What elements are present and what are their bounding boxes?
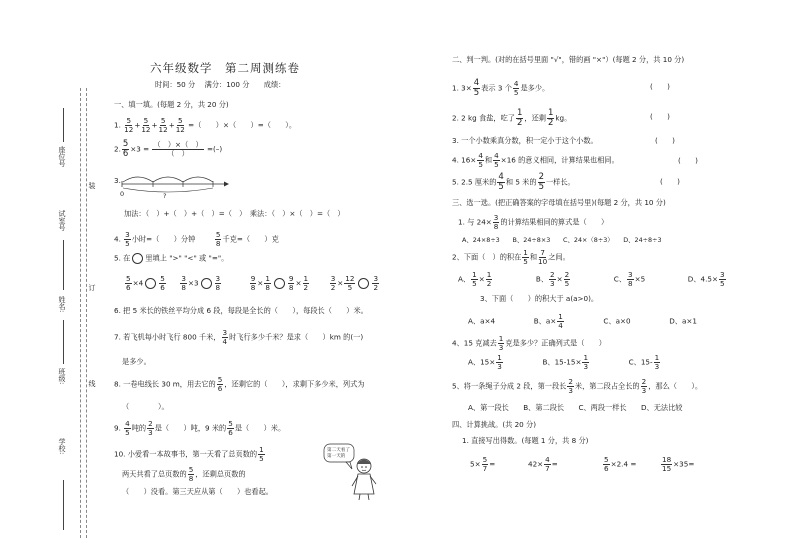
q-number: 5. — [114, 253, 121, 263]
fraction: $\frac{1}{2}$ — [303, 274, 309, 292]
s2-q2-answer-paren[interactable]: ( ) — [650, 112, 670, 121]
binding-exam-no-label: 试室号 — [58, 210, 66, 231]
fraction: $\frac{5}{12}$ — [158, 116, 168, 134]
q2-eq-text: =(–) — [206, 144, 223, 154]
compare-circle-icon[interactable] — [358, 278, 369, 289]
s1-question-10: 10. 小爱看一本故事书，第一天看了总页数的 $\frac{1}{5}$ — [114, 445, 264, 463]
s2-q4-answer-paren[interactable]: ( ) — [678, 156, 698, 165]
fraction: $\frac{4}{7}$ — [545, 455, 550, 473]
s3-question-4: 4、15 克减去 $\frac{1}{3}$ 克是多少？正确列式是（ ） — [452, 334, 606, 352]
number-line-zero: 0 — [120, 190, 125, 198]
q-number: 9. — [114, 423, 121, 433]
q-number: 2. — [114, 144, 121, 154]
fraction: $\frac{1}{5}$ — [523, 248, 528, 266]
binding-mark-xian: 线 — [88, 380, 96, 387]
s3-question-3-options: A、a×4 B、a× $\frac{1}{4}$ C、a×0 D、a×1 — [468, 312, 697, 330]
s1-question-6: 6. 把 5 米长的铁丝平均分成 6 段，每段是全长的（ ），每段长（ ）米。 — [114, 306, 368, 315]
binding-class-label: 班级: — [58, 368, 66, 385]
compare-circle-icon — [132, 253, 143, 264]
speech-bubble-text: 第二天看了第一天的 — [327, 448, 350, 459]
fraction: $\frac{3}{5}$ — [719, 270, 725, 288]
s3-question-5-options: A、第一段长 B、第二段长 C、两段一样长 D、无法比较 — [468, 403, 683, 412]
calc-item-4: $\frac{18}{15}$ ×35= — [662, 455, 695, 473]
binding-dashed-line-left — [80, 88, 81, 538]
binding-name-label: 姓名: — [58, 296, 66, 313]
fraction: $\frac{3}{8}$ — [181, 274, 186, 292]
binding-dashed-line-right — [86, 88, 87, 538]
fraction: $\frac{5}{7}$ — [482, 455, 488, 473]
fraction: $\frac{2}{3}$ — [641, 377, 647, 395]
fraction: $\frac{3}{4}$ — [222, 328, 228, 346]
s2-question-2: 2. 2 kg 食盐，吃了 $\frac{1}{2}$ ，还剩 $\frac{1}{2}$ kg。 — [452, 108, 572, 128]
fraction: $\frac{4}{5}$ — [125, 419, 130, 437]
s1-question-5-text: 5. 在 里填上 ">" "<" 或 "="。 — [114, 253, 229, 263]
calc-item-1: 5× $\frac{5}{7}$ = — [470, 455, 496, 473]
blank-fraction: $\frac{( )\times( )}{( )}$ — [153, 140, 203, 158]
fraction: $\frac{4}{5}$ — [473, 78, 480, 98]
s1-question-10-line3: （ ）没看。第三天应从第（ ）也看起。 — [122, 487, 273, 496]
fraction: $\frac{1}{5}$ — [472, 270, 477, 288]
s3-question-1-options: A、24×8÷3 B、24÷8×3 C、24×（8÷3） D、24÷8÷3 — [462, 236, 662, 244]
fraction: $\frac{1}{2}$ — [516, 108, 523, 128]
calc-item-2: 42× $\frac{4}{7}$ = — [528, 455, 558, 473]
fraction: $\frac{5}{12}$ — [175, 116, 185, 134]
s1-question-8-line2: （ ）。 — [122, 402, 169, 411]
compare-circle-icon[interactable] — [274, 278, 285, 289]
s1-question-10-line2: 两天共看了总页数的 $\frac{5}{8}$ ，还剩总页数的 — [122, 465, 246, 483]
s2-q5-answer-paren[interactable]: ( ) — [660, 177, 680, 186]
fraction: $\frac{1}{2}$ — [547, 108, 554, 128]
compare-circle-icon[interactable] — [145, 278, 156, 289]
fraction: $\frac{5}{6}$ — [122, 139, 129, 159]
q2-mid-text: ×3 = — [130, 144, 150, 154]
s1-question-5-items: $\frac{5}{6}$ ×4 $\frac{5}{6}$ $\frac{3}{8}$ ×3 $\frac{3}{8}$ $\frac{9}{8}$ × $\frac{1}{8}$ $\frac{9}{8}$ × $\frac{1}{2}$ $\frac{3}{2}$ × $\frac{12}{5}$ $\frac{3}{2}$ — [126, 274, 379, 292]
fraction: $\frac{4}{5}$ — [494, 151, 499, 169]
fraction: $\frac{2}{5}$ — [538, 172, 544, 192]
number-line-diagram — [120, 168, 230, 196]
fraction: $\frac{9}{8}$ — [288, 274, 294, 292]
fraction: $\frac{5}{6}$ — [160, 274, 165, 292]
binding-mark-zhuang: 装 — [88, 182, 96, 189]
fraction: $\frac{4}{5}$ — [498, 172, 504, 192]
fraction: $\frac{1}{3}$ — [497, 353, 502, 371]
fraction: $\frac{3}{5}$ — [125, 230, 130, 248]
fraction: $\frac{3}{8}$ — [628, 270, 633, 288]
fraction: $\frac{3}{2}$ — [330, 274, 336, 292]
fraction: $\frac{3}{2}$ — [373, 274, 379, 292]
s2-q1-answer-paren[interactable]: ( ) — [650, 82, 670, 91]
fraction: $\frac{2}{5}$ — [564, 270, 570, 288]
fraction: $\frac{3}{8}$ — [215, 274, 221, 292]
s3-question-3: 3、下面（ ）的积大于 a(a>0)。 — [480, 294, 599, 303]
fraction: $\frac{5}{12}$ — [141, 116, 151, 134]
binding-seat-no-label: 座位号 — [58, 146, 66, 167]
s1-question-2 — [114, 140, 222, 159]
s3-question-2: 2、下面（ ）的积在 $\frac{1}{5}$ 和 $\frac{7}{10}$ 之间。 — [452, 248, 570, 266]
s3-question-4-options: A、15× $\frac{1}{3}$ B、15-15× $\frac{1}{3}$ C、15- $\frac{1}{3}$ — [468, 353, 660, 371]
fraction: $\frac{7}{10}$ — [538, 248, 548, 266]
fraction: $\frac{5}{8}$ — [215, 230, 221, 248]
s1-question-4: 4. $\frac{3}{5}$ 小时=（ ）分钟 $\frac{5}{8}$ 千克=（ ）克 — [114, 230, 279, 248]
fraction: $\frac{5}{6}$ — [126, 274, 131, 292]
section-2-heading: 二、判一判。(对的在括号里面 "√"，错的画 "×"）(每题 2 分，共 10 分) — [452, 55, 685, 64]
fraction: $\frac{2}{3}$ — [550, 270, 555, 288]
s1-question-9: 9. $\frac{4}{5}$ 吨的 $\frac{2}{3}$ 是（ ）吨，9 米的 $\frac{5}{6}$ 是（ ）米。 — [114, 419, 286, 437]
section-4-subheading: 1. 直接写出得数。(每题 1 分，共 8 分) — [462, 436, 589, 445]
fraction: $\frac{12}{5}$ — [345, 274, 355, 292]
fraction: $\frac{5}{6}$ — [604, 455, 609, 473]
fraction: $\frac{2}{3}$ — [568, 377, 573, 395]
s2-q3-answer-paren[interactable]: ( ) — [655, 136, 675, 145]
fraction: $\frac{4}{5}$ — [513, 79, 519, 97]
fraction: $\frac{9}{8}$ — [250, 274, 256, 292]
fraction: $\frac{18}{15}$ — [662, 455, 672, 473]
number-line-question-mark: ? — [163, 192, 167, 200]
binding-seat-line — [63, 108, 64, 142]
compare-circle-icon[interactable] — [201, 278, 212, 289]
calc-item-3: $\frac{5}{6}$ ×2.4 = — [604, 455, 637, 473]
fraction: $\frac{5}{6}$ — [217, 375, 223, 393]
fraction: $\frac{1}{4}$ — [558, 312, 563, 330]
s1-question-1: 1. $\frac{5}{12}$ + $\frac{5}{12}$ + $\frac{5}{12}$ + $\frac{5}{12}$ =（ ）×（ ）=（ ）。 — [114, 116, 297, 134]
s1-question-7-line2: 是多少。 — [122, 357, 151, 366]
binding-school-line — [63, 480, 64, 530]
fraction: $\frac{5}{8}$ — [188, 465, 194, 483]
fraction: $\frac{1}{3}$ — [654, 353, 660, 371]
s2-question-1: 1. 3× $\frac{4}{5}$ 表示 3 个 $\frac{4}{5}$ 是多少。 — [452, 78, 550, 98]
q-number: 1. — [114, 120, 121, 130]
s3-question-5: 5、将一条绳子分成 2 段，第一段长 $\frac{2}{3}$ 米，第二段占全长的 $\frac{2}{3}$ ，那么（ ）。 — [452, 377, 703, 395]
fraction: $\frac{1}{3}$ — [583, 353, 589, 371]
fraction: $\frac{1}{8}$ — [265, 274, 270, 292]
exam-info-line: 时间：50 分 满分：100 分 成绩： — [155, 80, 286, 89]
section-3-heading: 三、选一选。(把正确答案的字母填在括号里)(每题 2 分，共 10 分) — [452, 198, 666, 207]
q-number: 4. — [114, 234, 121, 244]
fraction: $\frac{5}{12}$ — [124, 116, 134, 134]
s1-question-8: 8. 一卷电线长 30 m，用去它的 $\frac{5}{6}$ ，还剩它的（ ），求剩下多少米，列式为 — [114, 375, 365, 393]
fraction: $\frac{1}{5}$ — [259, 445, 264, 463]
fraction: $\frac{1}{3}$ — [498, 334, 504, 352]
s2-question-4: 4. 16× $\frac{4}{5}$ 和 $\frac{4}{5}$ ×16 的意义相同，计算结果也相同。 — [452, 151, 619, 169]
section-4-heading: 四、计算挑战。(共 20 分) — [452, 420, 537, 429]
q1-tail-text: =（ ）×（ ）=（ ）。 — [188, 120, 297, 130]
fraction: $\frac{4}{5}$ — [478, 151, 483, 169]
s2-question-3: 3. 一个小数乘真分数，积一定小于这个小数。 — [452, 136, 598, 145]
s3-question-1: 1. 与 24× $\frac{3}{8}$ 的计算结果相同的算式是（ ） — [458, 213, 609, 231]
s2-question-5: 5. 2.5 厘米的 $\frac{4}{5}$ 和 5 米的 $\frac{2}{5}$ 一样长。 — [452, 172, 575, 192]
section-1-heading: 一、填一填。(每题 2 分，共 20 分) — [114, 100, 229, 109]
binding-school-label: 学校: — [58, 438, 66, 455]
exam-title: 六年级数学 第二周测练卷 — [150, 61, 300, 75]
binding-class-line — [63, 320, 64, 364]
binding-mark-ding: 订 — [88, 284, 96, 291]
fraction: $\frac{1}{2}$ — [486, 270, 492, 288]
fraction: $\frac{2}{3}$ — [148, 419, 153, 437]
s3-question-2-options: A、 $\frac{1}{5}$ × $\frac{1}{2}$ B、 $\frac{2}{3}$ × $\frac{2}{5}$ C、 $\frac{3}{8}$ ×5 D、4.5× $\frac{3}{5}$ — [458, 270, 725, 288]
s1-question-7: 7. 若飞机每小时飞行 800 千米， $\frac{3}{4}$ 时飞行多少千米？是求（ ）km 的(一) — [114, 328, 364, 346]
binding-name-line — [63, 240, 64, 290]
fraction: $\frac{3}{8}$ — [493, 213, 499, 231]
fraction: $\frac{5}{6}$ — [228, 419, 233, 437]
s1-question-3-prefix: 3. — [114, 176, 121, 185]
s1-question-3-equations: 加法：（ ）+（ ）+（ ）=（ ） 乘法：（ ）×（ ）=（ ） — [124, 209, 345, 218]
